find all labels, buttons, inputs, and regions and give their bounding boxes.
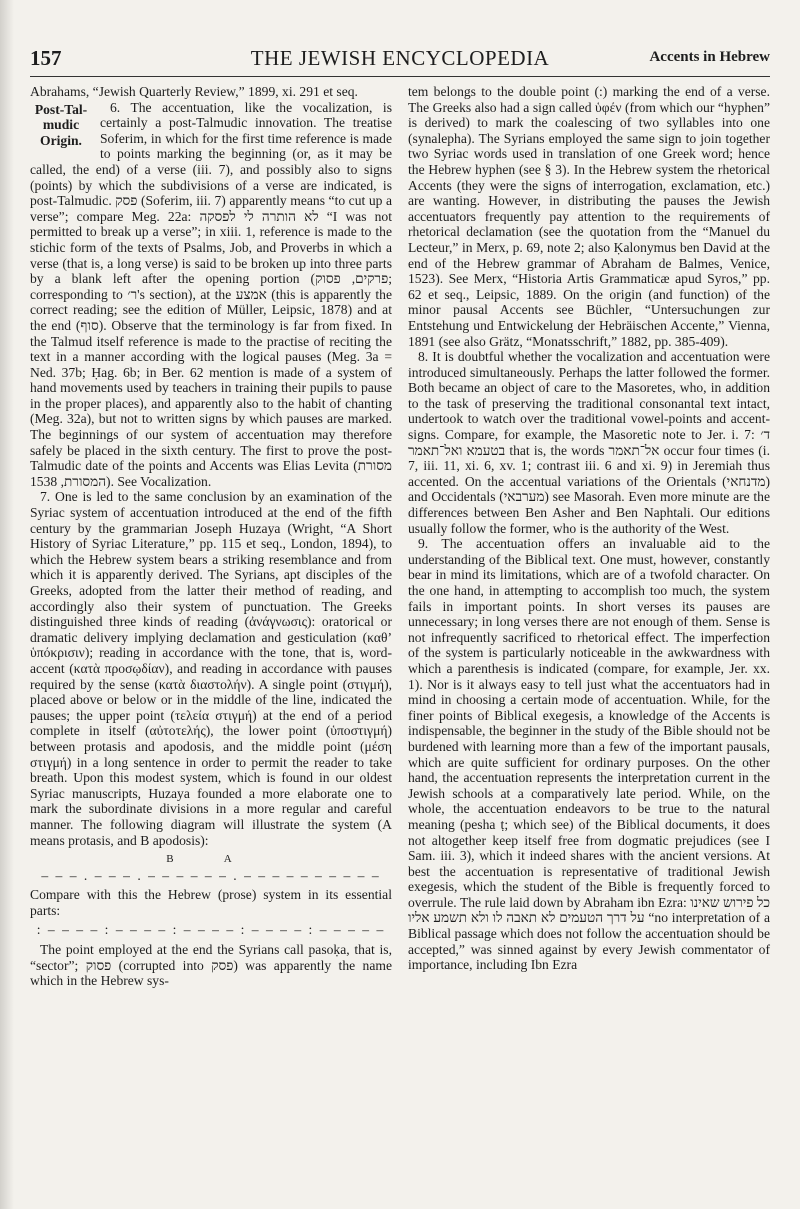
syriac-diagram [30, 852, 392, 883]
page-binding-shadow [0, 0, 14, 1209]
section-title: Accents in Hebrew [649, 49, 770, 65]
sidenote-post-talmudic: Post-Tal-mudic Origin. [34, 101, 88, 148]
left-column [30, 84, 392, 989]
paragraph-7: 7. One is led to the same conclusion by an examination of the Syriac system of accentuation introduced at the end of the fifth century by the grammarian Joseph Huzaya (Wright, “A Short History of Syriac Literature,” pp. 115 et seq., London, 1894), to which the Hebrew system bears a striking resemblance and from which it is apparently derived. The Syrians, apt disciples of the Greeks, adopted from the latter their method of reading, and accordingly also their system of punctuation. The Greeks distinguished three kinds of reading (ἀνάγνωσις): oratorical or dramatic delivery implying declamation and gesticulation (καθ’ ὑπόκρισιν); reading in accordance with the tone, that is, word-accent (κατὰ προσῳδίαν), and reading in accordance with pauses required by the sense (κατὰ διαστολήν). A single point (στιγμή), placed above or below or in the middle of the line, indicated the pauses; the upper point (τελεία στιγμή) at the end of a period complete in itself (αὐτοτελής), the lower point (ὑποστιγμή) between protasis and apodosis, and the middle point (μέση στιγμή) in a long sentence in order to permit the reader to take breath. Upon this modest system, which is found in our oldest Syriac manuscripts, Huzaya founded a more elaborate one to mark the subordinate divisions in a more regular and careful manner. The following diagram will illustrate the system (A means protasis, and B apodosis): [30, 489, 392, 848]
paragraph-9 [408, 536, 770, 973]
paragraph-9-text: 9. The accentuation offers an invaluable aid to the understanding of the Biblical text. One must, however, constantly bear in mind its limitations, which are of a twofold character. On the one hand, in attempting to accomplish too much, the system fails in important points. In short verses its pauses are unnecessary; in long verses there are not enough of them. Sense is not infrequently sacrificed to rhetorical effect. The imperfection of the system is particularly noticeable in the awkwardness with which a parenthesis is indicated (compare, for example, Jer. xx. 1). Nor is it always easy to tell just what the accentuators had in mind in choosing a certain mode of accentuation. While, for the finer points of Biblical exegesis, a knowledge of the Accents is indispensable, the beginner in the study of the Bible should not be burdened with learning more than a few of the important pausals, which are quite sufficient for ordinary purposes. On the other hand, the accentuation represents the interpretation current in the Jewish schools at a comparatively late period. While, on the whole, the accentuation endeavors to be true to the natural meaning (pesha ṭ; which see) of the Biblical documents, it does not altogether keep itself free from dogmatic prejudices (see I Sam. iii. 3), which it indeed shares with the ancient versions. At best the accentuation is representative of traditional Jewish exegesis, which the student of the Bible is frequently forced to overrule. The rule laid down by Abraham ibn Ezra: כל פירוש שאינו על דרך הטעמים לא תאבה לו ולא תשמע אליו “no interpretation of a Biblical passage which does not follow the accentuation should be accepted,” was sinned against by every Jewish commentator of importance, including Ibn Ezra [408, 536, 770, 973]
running-title: THE JEWISH ENCYCLOPEDIA [250, 46, 550, 70]
hebrew-diagram-marks: : – – – – : – – – – : – – – – : – – – – : – – – – – [36, 922, 386, 938]
pasoka-paragraph: The point employed at the end the Syrians call pasoḳa, that is, “sector”; פסוק (corrupted into פסק) was apparently the name which in the Hebrew sys- [30, 942, 392, 989]
diagram-letters: B A [166, 853, 256, 866]
compare-paragraph: Compare with this the Hebrew (prose) system in its essential parts: [30, 887, 392, 918]
hebrew-diagram [30, 922, 392, 938]
paragraph-8: 8. It is doubtful whether the vocalization and accentuation were introduced simultaneously. Perhaps the latter followed the former. Both became an object of care to the Masoretes, who, in addition to the task of preserving the traditional consonantal text intact, undertook to watch over the traditional vowel-points and accent-signs. Compare, for example, the Masoretic note to Jer. i. 7: ד׳ בטעמא ואל־תאמר that is, the words אל־תאמר occur four times (i. 7, iii. 11, xi. 6, xv. 1; contrast iii. 6 and xi. 9) in Jeremiah thus accented. On the accentual variations of the Orientals (מדנחאי) and Occidentals (מערבאי) see Masorah. Even more minute are the differences between Ben Asher and Ben Naphtali. Our editions usually follow the former, who is the authority of the West. [408, 349, 770, 536]
paragraph-6 [30, 100, 392, 490]
continuation-paragraph: tem belongs to the double point (:) marking the end of a verse. The Greeks also had a sign called ὑφέν (from which our “hyphen” is derived) to mark the coalescing of two syllables into one (synalepha). The Syrians employed the same sign to join together two Syriac words used in translation of one Greek word; hence the Hebrew hyphen (see § 3). In the Hebrew system the rhetorical Accents (they were the signs of interrogation, exclamation, etc.) are wanting. However, in distributing the pauses the Jewish accentuators frequently pay attention to the requirements of rhetorical declamation (see the quotation from the “Manuel du Lecteur,” in Merx, p. 69, note 2; also Ḳalonymus ben David at the end of the Hebrew grammar of Abraham de Balmes, Venice, 1523). See Merx, “Historia Artis Grammaticæ apud Syros,” pp. 62 et seq., Leipsic, 1889. On the origin (and function) of the minor pausal Accents see Büchler, “Untersuchungen zur Entstehung und Entwickelung der Hebräischen Accente,” Vienna, 1891 (see also Grätz, “Monatsschrift,” 1882, pp. 385-409). [408, 84, 770, 349]
header-rule [30, 76, 770, 77]
intro-paragraph: Abrahams, “Jewish Quarterly Review,” 1899, xi. 291 et seq. [30, 84, 358, 99]
right-column [408, 84, 770, 973]
diagram-marks: – – – . – – – . – – – – – – . – – – – – – – – – – [41, 867, 381, 883]
page-header [30, 46, 770, 70]
page-number: 157 [30, 46, 62, 70]
paragraph-6-text: 6. The accentuation, like the vocalization, is certainly a post-Talmudic innovation. The treatise Soferim, in which for the first time reference is made to points marking the beginning (or, as it may be called, the end) of a verse (iii. 7), and possibly also to signs (points) by which the subdivisions of a verse are indicated, is post-Talmudic. פסק (Soferim, iii. 7) apparently means “to cut up a verse”; compare Meg. 22a: לא הותרה לי לפסקה “I was not permitted to break up a verse”; in xiii. 1, reference is made to the stichic form of the texts of Psalms, Job, and Proverbs in which a verse (that is, a long verse) is said to be broken up into three parts by a blank left after the opening portion (פרקים, פסוק; corresponding to ר׳'s section), at the אמצע (this is apparently the correct reading; see the edition of Müller, Leipsic, 1878) and at the end (סוף). Observe that the terminology is far from fixed. In the Talmud itself reference is made to the practise of reciting the text in a manner according with the logical pauses (Meg. 3a = Ned. 37b; Ḥag. 6b; in Ber. 62 mention is made of a system of hand movements used by teachers in training their pupils to pause in the proper places), and apparently also to the habit of chanting (Meg. 32a), but not to written signs by which pauses are marked. The beginnings of our system of accentuation may therefore safely be placed in the sixth century. The first to prove the post-Talmudic date of the points and Accents was Elias Levita (מסורת המסורת, 1538). See Vocalization. [30, 99, 393, 489]
